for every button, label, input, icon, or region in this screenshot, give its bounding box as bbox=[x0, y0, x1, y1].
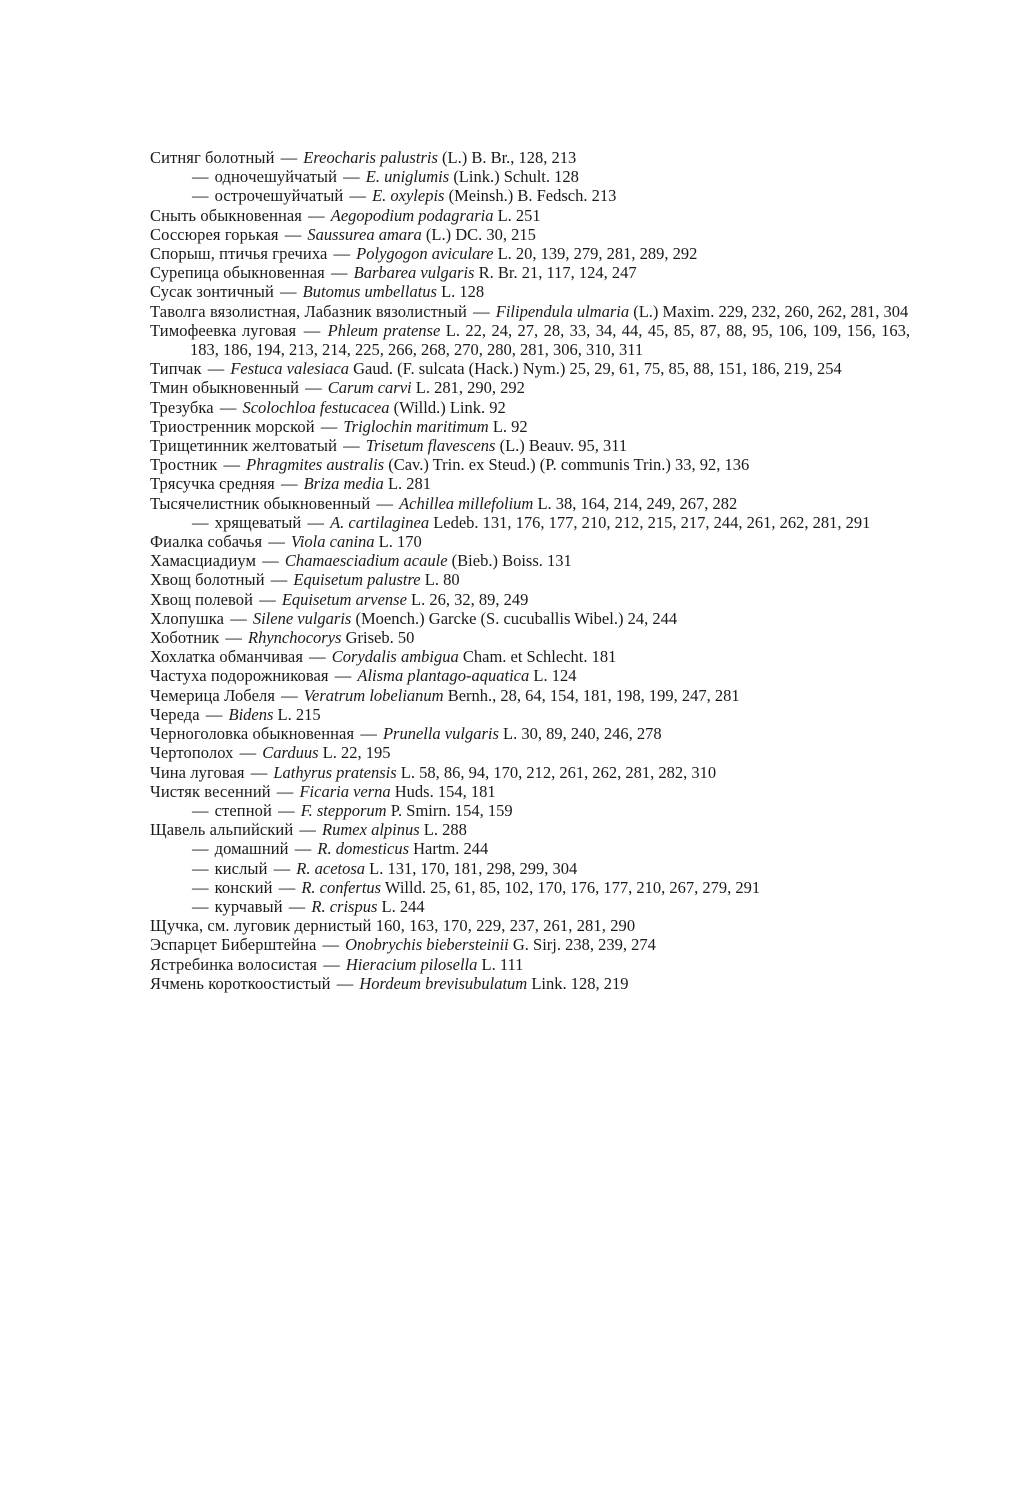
index-entry bbox=[150, 513, 910, 532]
index-entry bbox=[150, 551, 910, 570]
entry-latin-name: Butomus umbellatus bbox=[302, 282, 437, 302]
entry-dash: — bbox=[262, 551, 279, 571]
entry-dash: — bbox=[343, 436, 360, 456]
entry-russian-name: Тмин обыкновенный bbox=[150, 378, 300, 398]
index-entry bbox=[150, 743, 910, 762]
entry-russian-name: Щавель альпийский bbox=[150, 820, 294, 840]
entry-russian-name: Эспарцет Биберштейна bbox=[150, 935, 317, 955]
entry-russian-name: Фиалка собачья bbox=[150, 532, 263, 552]
entry-latin-name: E. oxylepis bbox=[372, 186, 445, 206]
index-entry bbox=[150, 839, 910, 858]
entry-dash: — bbox=[225, 628, 242, 648]
entry-dash: — bbox=[473, 301, 490, 321]
entry-reference: L. 170 bbox=[378, 532, 422, 552]
entry-dash: — bbox=[278, 877, 296, 897]
entry-reference: Gaud. (F. sulcata (Hack.) Nym.) 25, 29, 61, 75, 85, 88, 151, 186, 219, 254 bbox=[353, 359, 842, 379]
entry-russian-name: Ячмень короткоостистый bbox=[150, 973, 331, 993]
entry-latin-name: Polygogon aviculare bbox=[356, 244, 494, 264]
index-entry bbox=[150, 417, 910, 436]
entry-reference: L. 124 bbox=[533, 666, 577, 686]
entry-russian-name: Хлопушка bbox=[150, 608, 225, 628]
entry-russian-name: Ястребинка волосистая bbox=[150, 954, 318, 974]
entry-latin-name: R. acetosa bbox=[296, 858, 366, 878]
entry-dash: — bbox=[192, 186, 209, 206]
entry-dash: — bbox=[333, 244, 351, 264]
entry-reference: (L.) Beauv. 95, 311 bbox=[499, 436, 628, 456]
entry-latin-name: Triglochin maritimum bbox=[343, 416, 489, 436]
entry-russian-name: Соссюрея горькая bbox=[150, 224, 279, 244]
entry-reference: (Cav.) Trin. ex Steud.) (P. communis Trin.) 33, 92, 136 bbox=[388, 455, 750, 475]
entry-latin-name: R. confertus bbox=[301, 877, 382, 897]
index-entry bbox=[150, 186, 910, 205]
index-entry bbox=[150, 455, 910, 474]
index-entry bbox=[150, 801, 910, 820]
entry-dash: — bbox=[192, 839, 209, 859]
index-entry bbox=[150, 705, 910, 724]
entry-russian-name: острочешуйчатый bbox=[214, 186, 344, 206]
entry-reference: L. 26, 32, 89, 249 bbox=[411, 589, 529, 609]
entry-russian-name: Трезубка bbox=[150, 397, 214, 417]
entry-dash: — bbox=[273, 858, 291, 878]
entry-russian-name: кислый bbox=[214, 858, 268, 878]
entry-reference: Link. 128, 219 bbox=[531, 973, 629, 993]
index-entry bbox=[150, 955, 910, 974]
entry-dash: — bbox=[307, 512, 324, 532]
entry-latin-name: Rhynchocorys bbox=[248, 628, 342, 648]
entry-latin-name: Hieracium pilosella bbox=[345, 954, 478, 974]
entry-reference: L. 22, 195 bbox=[322, 743, 391, 763]
entry-russian-name: Тимофеевка луговая bbox=[150, 320, 297, 340]
index-entry bbox=[150, 647, 910, 666]
entry-reference: Griseb. 50 bbox=[345, 628, 415, 648]
entry-latin-name: Ficaria verna bbox=[299, 781, 391, 801]
entry-dash: — bbox=[280, 148, 298, 167]
entry-reference: L. 38, 164, 214, 249, 267, 282 bbox=[537, 493, 738, 513]
entry-reference: L. 281, 290, 292 bbox=[415, 378, 525, 398]
entry-latin-name: Lathyrus pratensis bbox=[273, 762, 397, 782]
index-entry bbox=[150, 570, 910, 589]
entry-dash: — bbox=[207, 359, 225, 379]
entry-dash: — bbox=[192, 896, 209, 916]
entry-dash: — bbox=[334, 666, 352, 686]
entry-reference: L. 288 bbox=[423, 820, 467, 840]
entry-reference: (Moench.) Garcke (S. cucuballis Wibel.) 24, 244 bbox=[355, 608, 678, 628]
entry-reference: L. 58, 86, 94, 170, 212, 261, 262, 281, 282, 310 bbox=[400, 762, 717, 782]
entry-dash: — bbox=[308, 205, 325, 225]
entry-dash: — bbox=[294, 839, 312, 859]
entry-russian-name: Чемерица Лобеля bbox=[150, 685, 276, 705]
entry-dash: — bbox=[288, 896, 306, 916]
entry-latin-name: Scolochloa festucacea bbox=[242, 397, 390, 417]
entry-dash: — bbox=[320, 416, 338, 436]
entry-latin-name: Rumex alpinus bbox=[322, 820, 420, 840]
entry-dash: — bbox=[259, 589, 276, 609]
index-entry bbox=[150, 359, 910, 378]
entry-reference: Cham. et Schlecht. 181 bbox=[462, 647, 617, 667]
entry-russian-name: Черноголовка обыкновенная bbox=[150, 724, 355, 744]
entry-russian-name: степной bbox=[214, 800, 272, 820]
entry-latin-name: Corydalis ambigua bbox=[331, 647, 459, 667]
entry-latin-name: Phleum pratense bbox=[327, 320, 441, 340]
entry-latin-name: Hordeum brevisubulatum bbox=[359, 973, 528, 993]
entry-dash: — bbox=[376, 493, 393, 513]
entry-dash: — bbox=[360, 724, 377, 744]
entry-russian-name: Спорыш, птичья гречиха bbox=[150, 244, 328, 264]
entry-dash: — bbox=[322, 935, 340, 955]
index-entry bbox=[150, 244, 910, 263]
entry-latin-name: Bidens bbox=[228, 704, 274, 724]
entry-latin-name: F. stepporum bbox=[300, 800, 387, 820]
entry-russian-name: Чертополох bbox=[150, 743, 234, 763]
index-page bbox=[150, 148, 910, 993]
entry-russian-name: Чина луговая bbox=[150, 762, 245, 782]
entry-russian-name: Сусак зонтичный bbox=[150, 282, 274, 302]
entry-reference: (Link.) Schult. 128 bbox=[453, 167, 579, 187]
entry-russian-name: Триостренник морской bbox=[150, 416, 315, 436]
entry-latin-name: Barbarea vulgaris bbox=[353, 263, 475, 283]
entry-dash: — bbox=[219, 397, 237, 417]
entry-reference: L. 20, 139, 279, 281, 289, 292 bbox=[497, 244, 698, 264]
entry-reference: Hartm. 244 bbox=[413, 839, 489, 859]
entry-dash: — bbox=[303, 320, 321, 340]
entry-latin-name: Festuca valesiaca bbox=[230, 359, 349, 379]
index-entry bbox=[150, 263, 910, 282]
index-entry bbox=[150, 494, 910, 513]
entry-russian-name: конский bbox=[214, 877, 273, 897]
index-entry bbox=[150, 859, 910, 878]
entry-reference: (L.) DC. 30, 215 bbox=[425, 224, 536, 244]
index-entry bbox=[150, 666, 910, 685]
entry-latin-name: Carduus bbox=[262, 743, 319, 763]
entry-russian-name: Ситняг болотный bbox=[150, 148, 275, 167]
entry-dash: — bbox=[239, 743, 257, 763]
entry-dash: — bbox=[343, 167, 360, 187]
entry-russian-name: Хвощ болотный bbox=[150, 570, 265, 590]
entry-russian-name: курчавый bbox=[214, 896, 283, 916]
entry-dash: — bbox=[281, 685, 298, 705]
entry-reference: Bernh., 28, 64, 154, 181, 198, 199, 247, 281 bbox=[447, 685, 740, 705]
entry-russian-name: Щучка, см. луговик дернистый 160, 163, 170, 229, 237, 261, 281, 290 bbox=[150, 916, 636, 936]
entry-reference: G. Sirj. 238, 239, 274 bbox=[512, 935, 656, 955]
entry-latin-name: Carum carvi bbox=[327, 378, 412, 398]
entry-russian-name: Череда bbox=[150, 704, 200, 724]
index-entry bbox=[150, 282, 910, 301]
entry-russian-name: Сурепица обыкновенная bbox=[150, 263, 325, 283]
entry-latin-name: Prunella vulgaris bbox=[382, 724, 499, 744]
entry-russian-name: Тысячелистник обыкновенный bbox=[150, 493, 371, 513]
index-entry bbox=[150, 974, 910, 993]
index-entry bbox=[150, 782, 910, 801]
entry-dash: — bbox=[192, 800, 209, 820]
entry-latin-name: Equisetum palustre bbox=[293, 570, 421, 590]
index-entry bbox=[150, 878, 910, 897]
index-entry bbox=[150, 686, 910, 705]
entry-reference: L. 128 bbox=[441, 282, 485, 302]
index-entry bbox=[150, 225, 910, 244]
entry-latin-name: Veratrum lobelianum bbox=[303, 685, 444, 705]
index-entry bbox=[150, 398, 910, 417]
entry-dash: — bbox=[223, 455, 240, 475]
index-entry bbox=[150, 590, 910, 609]
entry-dash: — bbox=[278, 800, 295, 820]
entry-latin-name: Phragmites australis bbox=[246, 455, 385, 475]
entry-russian-name: Тростник bbox=[150, 455, 218, 475]
entry-reference: L. 111 bbox=[481, 954, 524, 974]
index-entry bbox=[150, 916, 910, 935]
entry-reference: (Meinsh.) B. Fedsch. 213 bbox=[448, 186, 617, 206]
entry-dash: — bbox=[299, 820, 316, 840]
entry-reference: L. 92 bbox=[492, 416, 528, 436]
entry-latin-name: Viola canina bbox=[290, 532, 375, 552]
entry-russian-name: Хамасциадиум bbox=[150, 551, 257, 571]
index-entry bbox=[150, 724, 910, 743]
entry-latin-name: Chamaesciadium acaule bbox=[284, 551, 448, 571]
entry-dash: — bbox=[192, 858, 209, 878]
index-entry bbox=[150, 321, 910, 359]
entry-reference: L. 80 bbox=[424, 570, 460, 590]
entry-russian-name: Типчак bbox=[150, 359, 202, 379]
entry-dash: — bbox=[276, 781, 294, 801]
entry-latin-name: Saussurea amara bbox=[307, 224, 422, 244]
entry-dash: — bbox=[268, 532, 285, 552]
entry-latin-name: Briza media bbox=[303, 474, 384, 494]
entry-dash: — bbox=[309, 647, 326, 667]
entry-dash: — bbox=[305, 378, 322, 398]
entry-reference: L. 215 bbox=[277, 704, 321, 724]
entry-dash: — bbox=[284, 224, 302, 244]
index-entry bbox=[150, 935, 910, 954]
entry-dash: — bbox=[349, 186, 366, 206]
entry-reference: L. 281 bbox=[387, 474, 432, 494]
index-entry bbox=[150, 763, 910, 782]
entry-reference: L. 244 bbox=[381, 896, 425, 916]
index-entries bbox=[150, 148, 910, 993]
entry-latin-name: Aegopodium podagraria bbox=[330, 205, 494, 225]
entry-latin-name: Equisetum arvense bbox=[281, 589, 407, 609]
entry-reference: L. 131, 170, 181, 298, 299, 304 bbox=[369, 858, 578, 878]
entry-dash: — bbox=[336, 973, 354, 993]
index-entry bbox=[150, 206, 910, 225]
entry-latin-name: Ereocharis palustris bbox=[303, 148, 438, 167]
entry-reference: Ledeb. 131, 176, 177, 210, 212, 215, 217, 244, 261, 262, 281, 291 bbox=[433, 512, 871, 532]
entry-latin-name: Trisetum flavescens bbox=[365, 436, 496, 456]
index-entry bbox=[150, 302, 910, 321]
entry-latin-name: Filipendula ulmaria bbox=[495, 301, 630, 321]
entry-latin-name: Silene vulgaris bbox=[252, 608, 352, 628]
entry-reference: Huds. 154, 181 bbox=[394, 781, 496, 801]
entry-dash: — bbox=[250, 762, 268, 782]
entry-latin-name: E. uniglumis bbox=[365, 167, 450, 187]
entry-latin-name: Achillea millefolium bbox=[399, 493, 534, 513]
entry-reference: (L.) B. Br., 128, 213 bbox=[442, 148, 577, 167]
entry-russian-name: Сныть обыкновенная bbox=[150, 205, 302, 225]
entry-dash: — bbox=[331, 263, 348, 283]
entry-dash: — bbox=[230, 608, 247, 628]
index-entry bbox=[150, 378, 910, 397]
entry-reference: Willd. 25, 61, 85, 102, 170, 176, 177, 210, 267, 279, 291 bbox=[384, 877, 761, 897]
entry-reference: L. 251 bbox=[497, 205, 541, 225]
entry-reference: L. 30, 89, 240, 246, 278 bbox=[503, 724, 662, 744]
entry-dash: — bbox=[192, 512, 209, 532]
index-entry bbox=[150, 436, 910, 455]
entry-latin-name: R. domesticus bbox=[317, 839, 410, 859]
index-entry bbox=[150, 474, 910, 493]
entry-russian-name: Частуха подорожниковая bbox=[150, 666, 329, 686]
entry-dash: — bbox=[192, 167, 209, 187]
entry-reference: P. Smirn. 154, 159 bbox=[390, 800, 513, 820]
entry-latin-name: Onobrychis biebersteinii bbox=[345, 935, 509, 955]
entry-dash: — bbox=[323, 954, 340, 974]
entry-russian-name: Чистяк весенний bbox=[150, 781, 271, 801]
index-entry bbox=[150, 897, 910, 916]
entry-dash: — bbox=[192, 877, 209, 897]
index-entry bbox=[150, 167, 910, 186]
entry-latin-name: R. crispus bbox=[311, 896, 378, 916]
entry-reference: (Bieb.) Boiss. 131 bbox=[451, 551, 572, 571]
entry-latin-name: Alisma plantago-aquatica bbox=[357, 666, 530, 686]
entry-reference: (Willd.) Link. 92 bbox=[393, 397, 506, 417]
entry-russian-name: Таволга вязолистная, Лабазник вязолистный bbox=[150, 301, 467, 321]
entry-russian-name: Хохлатка обманчивая bbox=[150, 647, 304, 667]
entry-russian-name: Хвощ полевой bbox=[150, 589, 254, 609]
entry-dash: — bbox=[205, 704, 223, 724]
index-entry bbox=[150, 820, 910, 839]
entry-dash: — bbox=[280, 282, 297, 302]
index-entry bbox=[150, 609, 910, 628]
entry-russian-name: Трясучка средняя bbox=[150, 474, 275, 494]
entry-dash: — bbox=[280, 474, 298, 494]
index-entry bbox=[150, 532, 910, 551]
entry-reference: (L.) Maxim. 229, 232, 260, 262, 281, 304 bbox=[633, 301, 909, 321]
index-entry bbox=[150, 148, 910, 167]
entry-latin-name: A. cartilaginea bbox=[330, 512, 430, 532]
entry-russian-name: Хоботник bbox=[150, 628, 220, 648]
index-entry bbox=[150, 628, 910, 647]
entry-dash: — bbox=[270, 570, 288, 590]
entry-russian-name: хрящеватый bbox=[214, 512, 302, 532]
entry-russian-name: домашний bbox=[214, 839, 289, 859]
entry-reference: R. Br. 21, 117, 124, 247 bbox=[478, 263, 637, 283]
entry-reference: L. 22, 24, 27, 28, 33, 34, 44, 45, 85, 87, 88, 95, 106, 109, 156, 163, 183, 186, 194, 213, 214, 225, 266, 268, 270, 280, 281, 306, 310, 311 bbox=[190, 320, 911, 360]
entry-russian-name: однoчешуйчатый bbox=[214, 167, 338, 187]
entry-russian-name: Трищетинник желтоватый bbox=[150, 436, 338, 456]
